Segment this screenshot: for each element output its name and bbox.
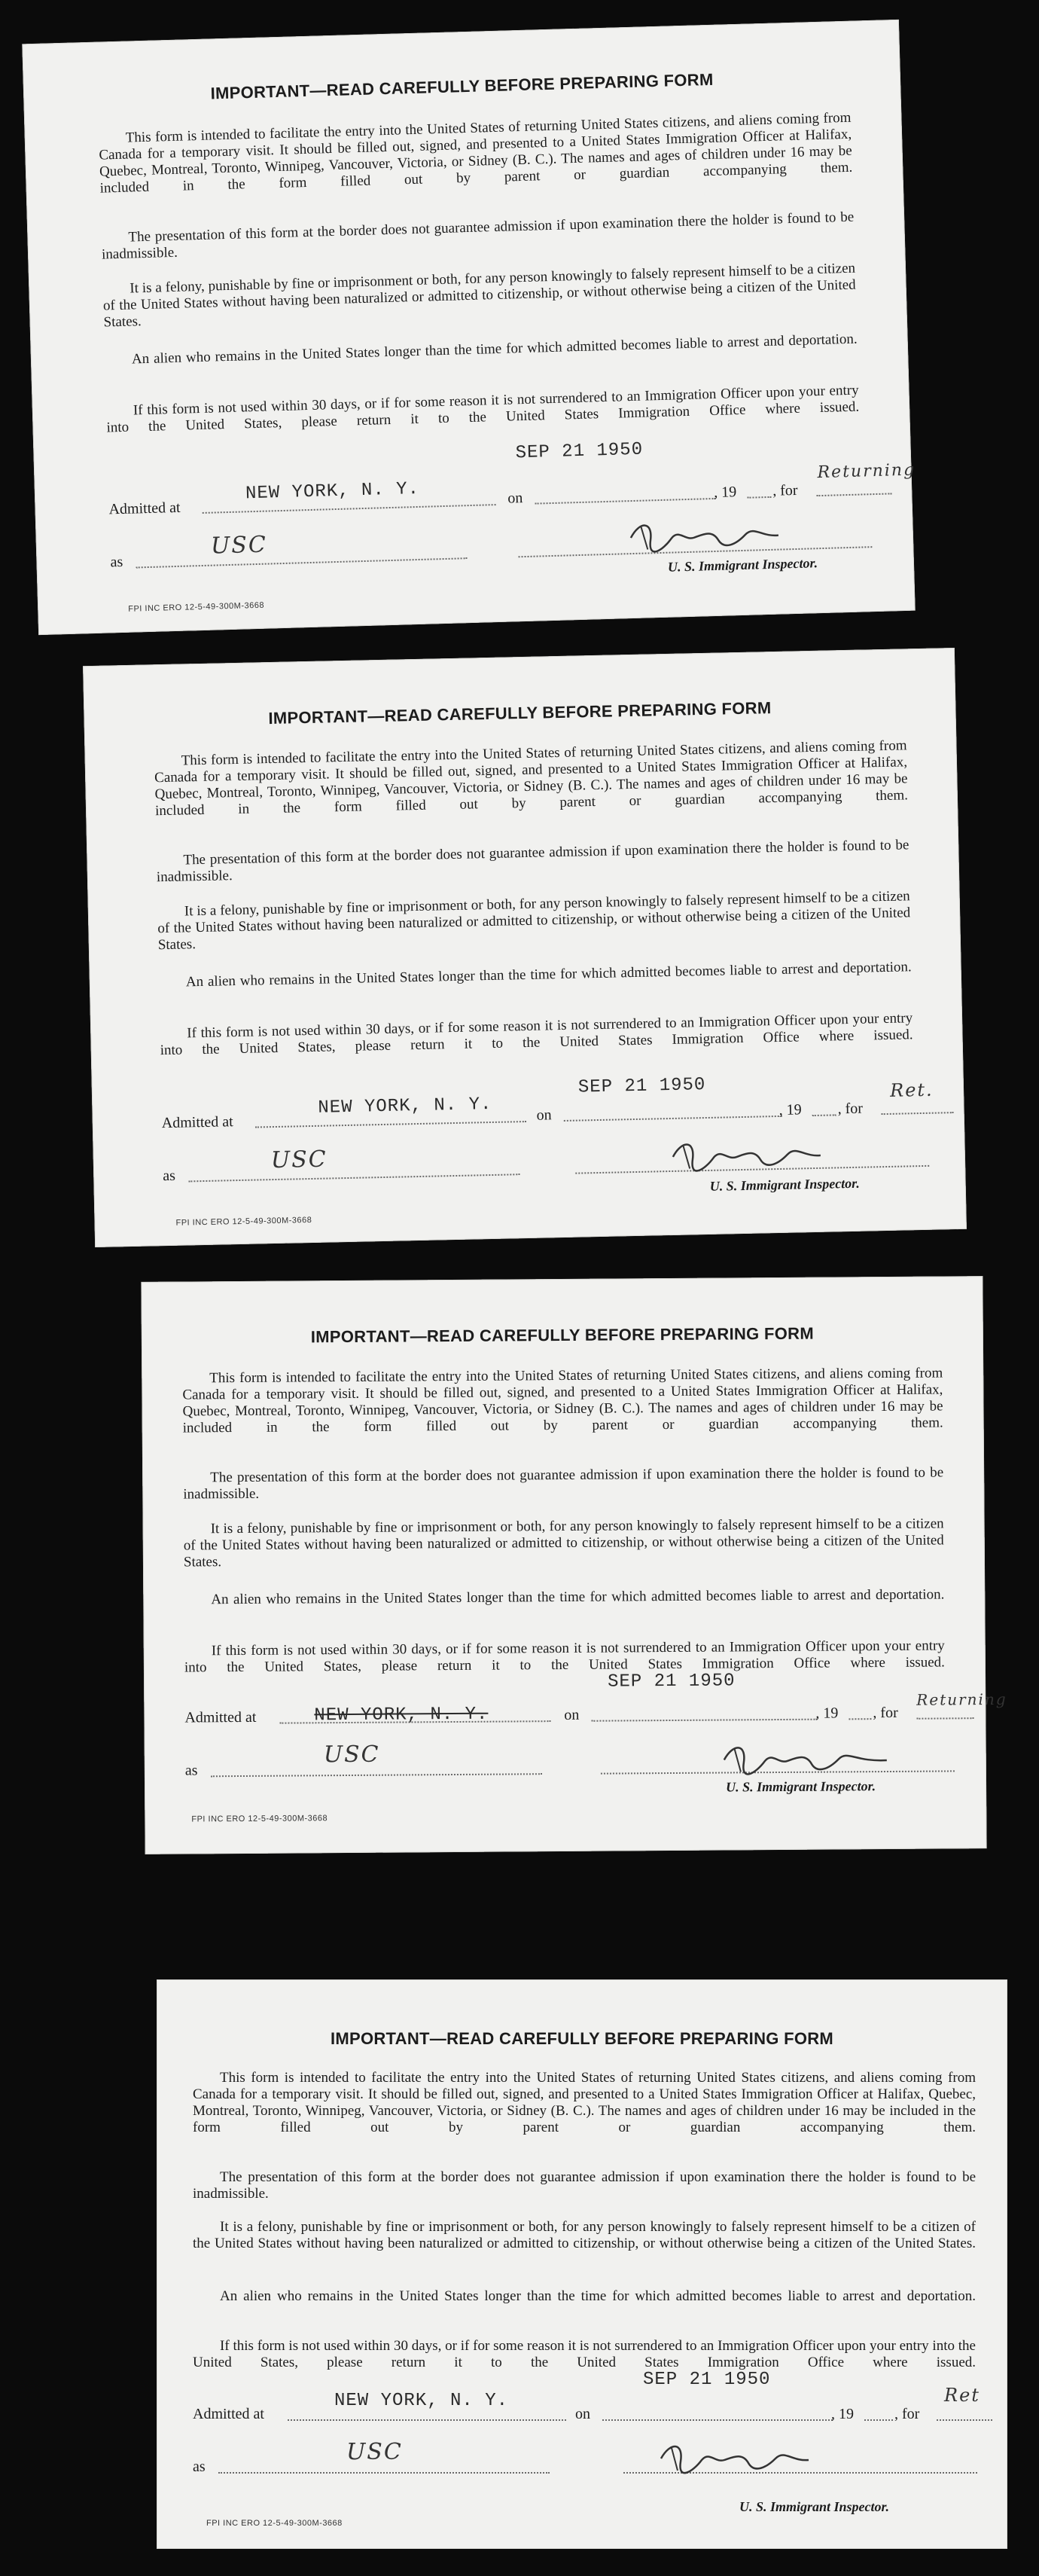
paragraph-return: If this form is not used within 30 days, or if for some reason it is not surrendered to an Immigration Officer upon your entry into the United States, please return it to the United States Immigration Office where issued. xyxy=(106,382,860,436)
purpose-handwriting: Returning xyxy=(817,460,916,483)
form-card-1 xyxy=(22,20,915,635)
purpose-handwriting: Ret xyxy=(944,2385,980,2406)
paragraph-purpose: This form is intended to facilitate the entry into the United States of returning United States citizens, and aliens coming from Canada for a temporary visit. It should be filled out, signed, and presented to a United States Immigration Officer at Halifax, Quebec, Montreal, Toronto, Winnipeg, Vancouver, Victoria, or Sidney (B. C.). The names and ages of children under 16 may be included in the form filled out by parent or guardian accompanying them. xyxy=(182,1365,943,1436)
paragraph-deportation: An alien who remains in the United States longer than the time for which admitted becomes liable to arrest and deportation. xyxy=(220,2288,976,2304)
paragraph-deportation: An alien who remains in the United States longer than the time for which admitted becomes liable to arrest and deportation. xyxy=(185,959,912,990)
paragraph-purpose: This form is intended to facilitate the entry into the United States of returning United States citizens, and aliens coming from Canada for a temporary visit. It should be filled out, signed, and presented to a United States Immigration Officer at Halifax, Quebec, Montreal, Toronto, Winnipeg, Vancouver, Victoria, or Sidney (B. C.). The names and ages of children under 16 may be included in the form filled out by parent or guardian accompanying them. xyxy=(154,737,909,819)
paragraph-return: If this form is not used within 30 days, or if for some reason it is not surrendered to an Immigration Officer upon your entry into the United States, please return it to the United States Immigration Office where issued. xyxy=(160,1010,913,1059)
paragraph-presentation: The presentation of this form at the border does not guarantee admission if upon examination there the holder is found to be inadmissible. xyxy=(193,2169,976,2202)
date-stamp: SEP 21 1950 xyxy=(607,1671,736,1692)
form-code: FPI INC ERO 12-5-49-300M-3668 xyxy=(128,600,265,614)
paragraph-felony: It is a felony, punishable by fine or imprisonment or both, for any person knowingly to falsely represent himself to be a citizen of the United States without having been naturalized or admitted to citizenship, or without otherwise being a citizen of the United States. xyxy=(102,260,856,331)
year-label: , 19 xyxy=(713,484,737,501)
form-code: FPI INC ERO 12-5-49-300M-3668 xyxy=(206,2519,343,2528)
admitted-at-label: Admitted at xyxy=(108,499,181,518)
on-label: on xyxy=(507,490,523,507)
inspector-title: U. S. Immigrant Inspector. xyxy=(739,2499,890,2514)
card-heading: IMPORTANT—READ CAREFULLY BEFORE PREPARING FORM xyxy=(310,1323,815,1347)
paragraph-deportation: An alien who remains in the United States longer than the time for which admitted becomes liable to arrest and deportation. xyxy=(211,1586,945,1608)
for-label: , for xyxy=(772,481,798,499)
inspector-signature xyxy=(654,2437,819,2480)
paragraph-felony: It is a felony, punishable by fine or imprisonment or both, for any person knowingly to falsely represent himself to be a citizen of the United States without having been naturalized or admitted to citizenship, or without otherwise being a citizen of the United States. xyxy=(183,1515,944,1570)
paragraph-deportation: An alien who remains in the United States longer than the time for which admitted becomes liable to arrest and deportation. xyxy=(131,331,858,368)
inspector-title: U. S. Immigrant Inspector. xyxy=(667,555,818,575)
date-stamp: SEP 21 1950 xyxy=(643,2370,771,2390)
port-of-entry-stamp: NEW YORK, N. Y. xyxy=(318,1094,492,1119)
on-label: on xyxy=(575,2406,590,2422)
for-label: , for xyxy=(873,1704,898,1722)
year-label: , 19 xyxy=(815,1705,839,1722)
as-label: as xyxy=(110,553,123,571)
status-handwriting: USC xyxy=(346,2439,403,2465)
paragraph-presentation: The presentation of this form at the border does not guarantee admission if upon examination there the holder is found to be inadmissible. xyxy=(101,209,855,263)
paragraph-presentation: The presentation of this form at the border does not guarantee admission if upon examination there the holder is found to be inadmissible. xyxy=(183,1464,944,1503)
paragraph-presentation: The presentation of this form at the border does not guarantee admission if upon examination there the holder is found to be inadmissible. xyxy=(156,837,910,886)
year-label: , 19 xyxy=(778,1101,802,1119)
paragraph-felony: It is a felony, punishable by fine or imprisonment or both, for any person knowingly to falsely represent himself to be a citizen of the United States without having been naturalized or admitted to citizenship, or without otherwise being a citizen of the United States. xyxy=(157,888,911,954)
form-card-2 xyxy=(83,648,967,1247)
form-card-3 xyxy=(141,1276,1007,1854)
purpose-handwriting: Returning xyxy=(916,1689,1007,1709)
date-stamp: SEP 21 1950 xyxy=(577,1075,706,1098)
port-of-entry-stamp: NEW YORK, N. Y. xyxy=(314,1704,489,1726)
admitted-at-label: Admitted at xyxy=(193,2406,264,2422)
admitted-at-label: Admitted at xyxy=(161,1113,233,1132)
on-label: on xyxy=(536,1106,552,1124)
for-label: , for xyxy=(837,1100,864,1118)
port-of-entry-stamp: NEW YORK, N. Y. xyxy=(245,478,420,505)
status-handwriting: USC xyxy=(270,1146,328,1174)
as-label: as xyxy=(184,1762,198,1779)
admitted-at-label: Admitted at xyxy=(184,1708,257,1726)
inspector-title: U. S. Immigrant Inspector. xyxy=(725,1778,876,1795)
as-label: as xyxy=(193,2458,206,2475)
status-handwriting: USC xyxy=(323,1741,380,1769)
card-heading: IMPORTANT—READ CAREFULLY BEFORE PREPARING FORM xyxy=(268,698,772,728)
inspector-signature xyxy=(623,512,789,559)
form-code: FPI INC ERO 12-5-49-300M-3668 xyxy=(175,1216,312,1228)
inspector-signature xyxy=(717,1738,897,1781)
inspector-title: U. S. Immigrant Inspector. xyxy=(709,1175,860,1194)
paragraph-return: If this form is not used within 30 days, or if for some reason it is not surrendered to an Immigration Officer upon your entry into the United States, please return it to the United States Immigration Office where issued. xyxy=(193,2338,976,2370)
port-of-entry-stamp: NEW YORK, N. Y. xyxy=(334,2391,509,2411)
status-handwriting: USC xyxy=(210,531,268,560)
card-heading: IMPORTANT—READ CAREFULLY BEFORE PREPARING FORM xyxy=(210,69,714,103)
purpose-handwriting: Ret. xyxy=(889,1079,934,1101)
as-label: as xyxy=(163,1167,176,1185)
year-label: , 19 xyxy=(831,2406,854,2422)
form-code: FPI INC ERO 12-5-49-300M-3668 xyxy=(191,1814,328,1824)
paragraph-purpose: This form is intended to facilitate the entry into the United States of returning United States citizens, and aliens coming from Canada for a temporary visit. It should be filled out, signed, and presented to a United States Immigration Officer at Halifax, Quebec, Montreal, Toronto, Winnipeg, Vancouver, Victoria, or Sidney (B. C.). The names and ages of children under 16 may be included in the form filled out by parent or guardian accompanying them. xyxy=(99,109,853,197)
on-label: on xyxy=(564,1706,580,1724)
paragraph-return: If this form is not used within 30 days, or if for some reason it is not surrendered to an Immigration Officer upon your entry into the United States, please return it to the United States Immigration Office where issued. xyxy=(184,1637,945,1676)
inspector-signature xyxy=(665,1133,831,1179)
form-card-4 xyxy=(157,1979,1007,2549)
card-heading: IMPORTANT—READ CAREFULLY BEFORE PREPARING FORM xyxy=(330,2029,834,2048)
date-stamp: SEP 21 1950 xyxy=(515,439,644,464)
for-label: , for xyxy=(894,2406,920,2422)
paragraph-purpose: This form is intended to facilitate the entry into the United States of returning United States citizens, and aliens coming from Canada for a temporary visit. It should be filled out, signed, and presented to a United States Immigration Officer at Halifax, Quebec, Montreal, Toronto, Winnipeg, Vancouver, Victoria, or Sidney (B. C.). The names and ages of children under 16 may be included in the form filled out by parent or guardian accompanying them. xyxy=(193,2070,976,2135)
paragraph-felony: It is a felony, punishable by fine or imprisonment or both, for any person knowingly to falsely represent himself to be a citizen of the United States without having been naturalized or admitted to citizenship, or without otherwise being a citizen of the United States. xyxy=(193,2219,976,2251)
